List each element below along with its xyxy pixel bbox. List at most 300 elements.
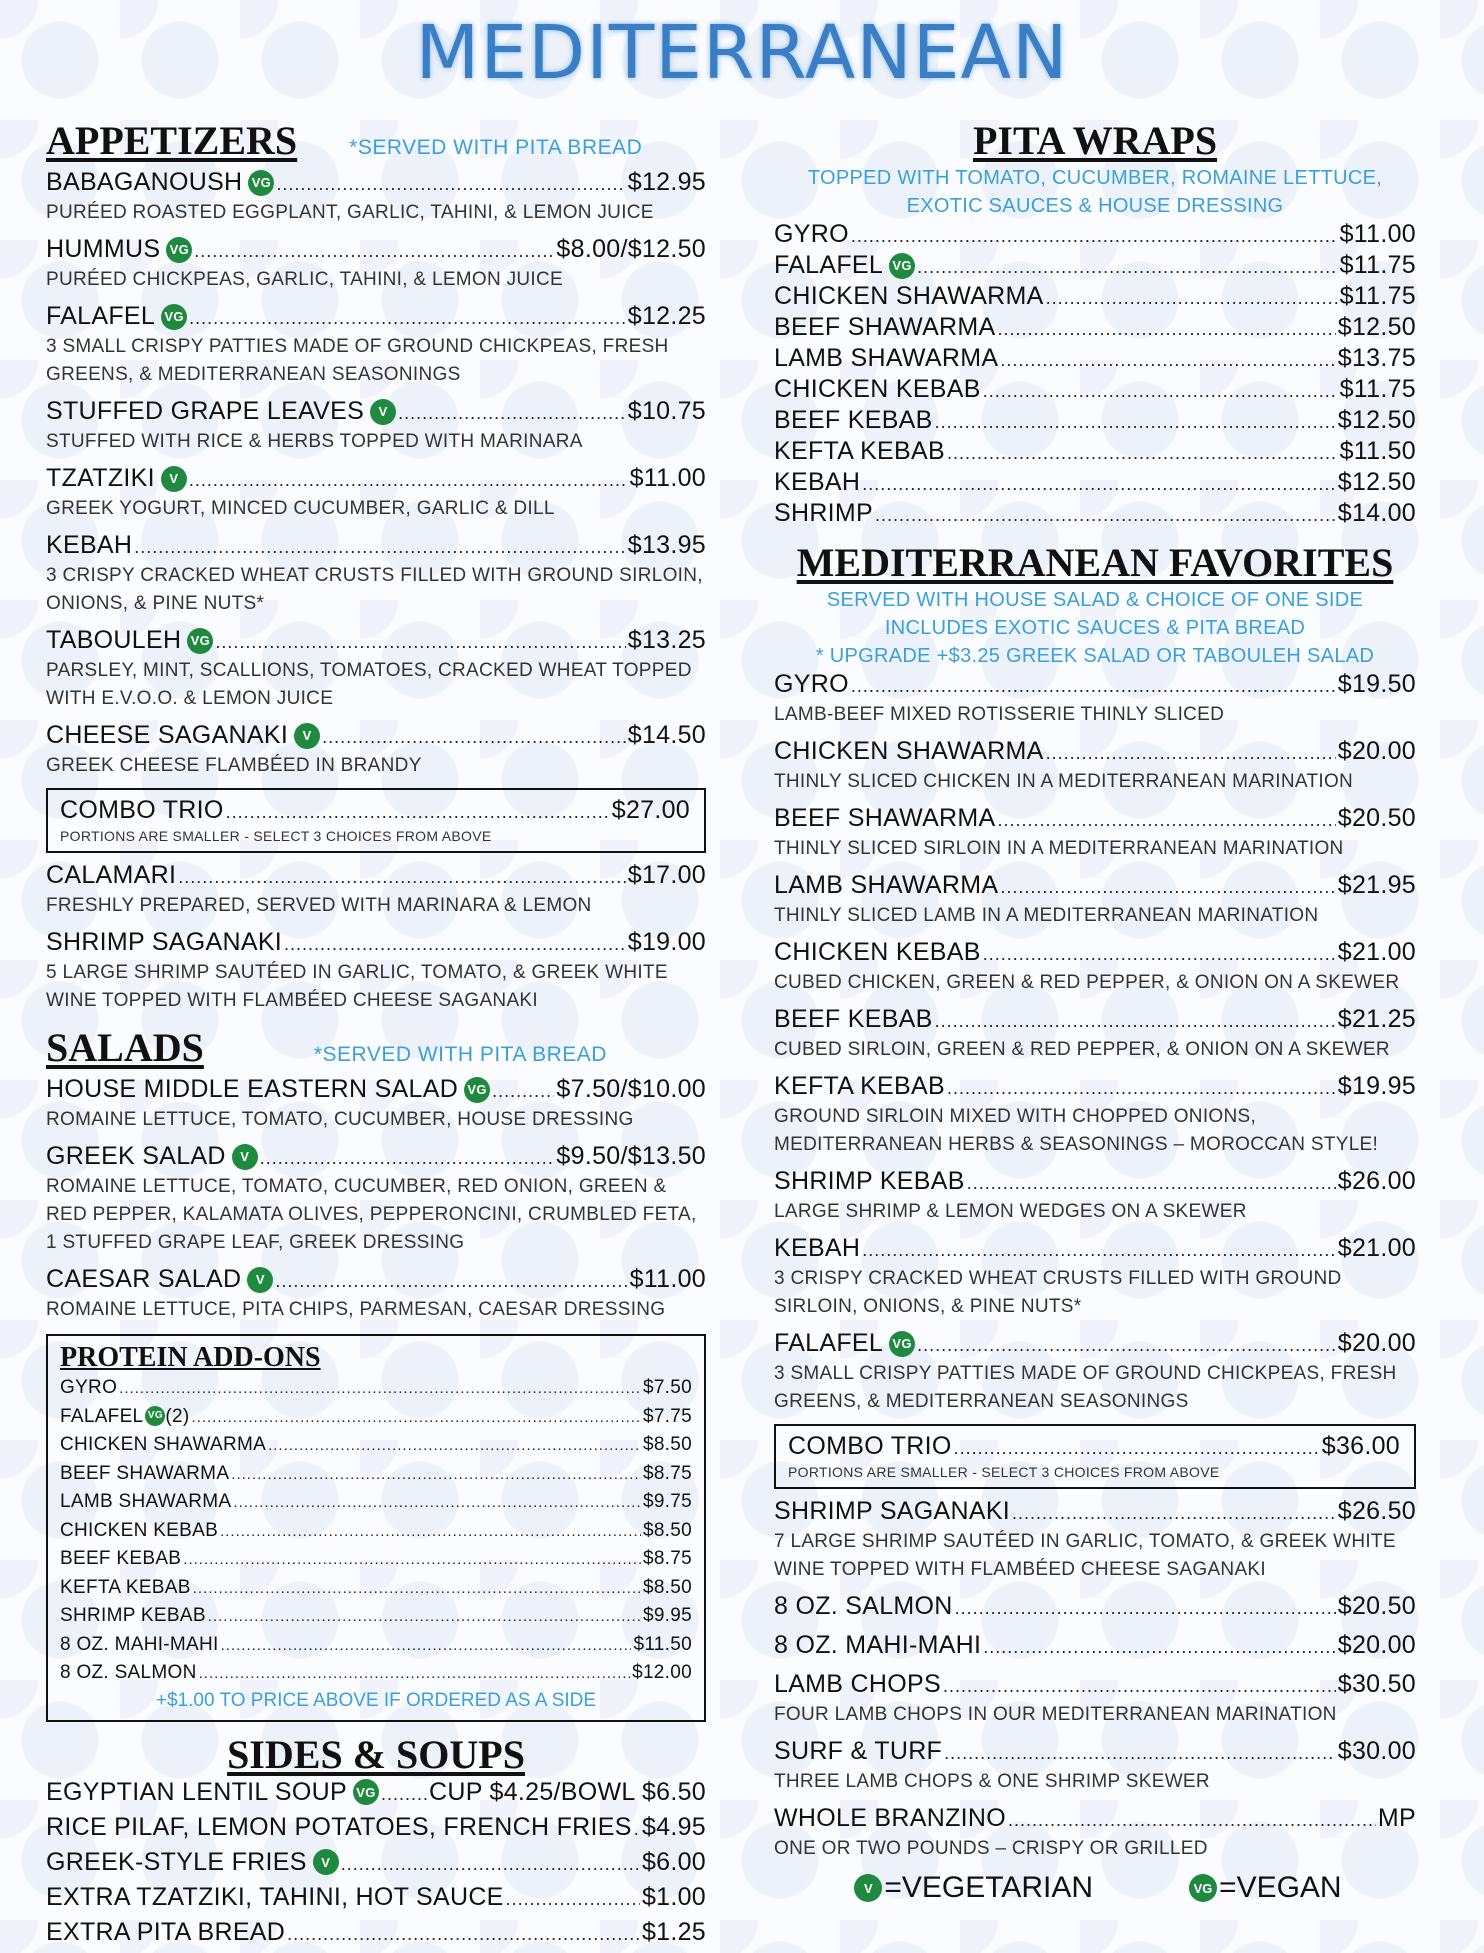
item-price: $26.00: [1337, 1167, 1416, 1195]
item-name: SHRIMP SAGANAKI: [46, 928, 283, 956]
item-name: BEEF SHAWARMA: [774, 804, 996, 832]
item-name: BEEF KEBAB: [774, 1005, 933, 1033]
item-name: CHICKEN KEBAB: [774, 375, 981, 403]
item-price: $12.00: [632, 1662, 692, 1683]
item-description: FOUR LAMB CHOPS IN OUR MEDITERRANEAN MARINATION: [774, 1704, 1337, 1725]
vegetarian-badge-icon: V: [232, 1144, 258, 1170]
leader-dots: [947, 1074, 1336, 1103]
leader-dots: [967, 1169, 1336, 1198]
leader-dots: [192, 1404, 641, 1432]
menu-item: [774, 468, 1416, 499]
item-name-group: [46, 1142, 258, 1171]
item-description: 3 CRISPY CRACKED WHEAT CRUSTS FILLED WITH GROUND SIRLOIN, ONIONS, & PINE NUTS*: [46, 565, 703, 614]
pita-note-2: EXOTIC SAUCES & HOUSE DRESSING: [906, 195, 1284, 217]
item-row: [46, 1778, 706, 1809]
item-name: HOUSE MIDDLE EASTERN SALAD: [46, 1075, 459, 1103]
item-price: $12.25: [627, 302, 706, 330]
item-price: $8.50: [642, 1519, 692, 1541]
protein-item: [60, 1460, 692, 1489]
item-name-group: [46, 1265, 273, 1294]
leader-dots: [134, 533, 625, 562]
favorites-header: [774, 540, 1416, 586]
item-description: LARGE SHRIMP & LEMON WEDGES ON A SKEWER: [774, 1201, 1247, 1222]
pita-note-1: TOPPED WITH TOMATO, CUCUMBER, ROMAINE LETTUCE,: [807, 167, 1383, 189]
item-row: [46, 397, 706, 428]
item-name: FALAFEL: [774, 1329, 884, 1357]
item-name: CHICKEN KEBAB: [60, 1519, 219, 1541]
item-name-group: [60, 1460, 229, 1488]
item-row: [60, 1403, 692, 1432]
item-name: LAMB SHAWARMA: [774, 871, 999, 899]
leader-dots: [341, 1850, 640, 1879]
appetizers-list: [46, 168, 706, 780]
item-row: [774, 468, 1416, 499]
item-price: CUP $4.25/BOWL $6.50: [429, 1777, 706, 1806]
item-name-group: [60, 1574, 191, 1602]
item-name: GREEK SALAD: [46, 1142, 226, 1170]
item-row: [60, 1545, 692, 1574]
item-name: SHRIMP KEBAB: [60, 1605, 206, 1626]
item-name: GYRO: [774, 670, 849, 698]
item-name: BABAGANOUSH: [46, 168, 243, 196]
item-price: $8.00/$12.50: [556, 235, 706, 263]
protein-item: [60, 1631, 692, 1660]
item-name-group: [774, 406, 933, 435]
item-row: [774, 1631, 1416, 1662]
item-name-group: [60, 1545, 181, 1573]
item-price: $11.75: [1339, 375, 1416, 403]
item-price: $20.00: [1337, 737, 1416, 765]
leader-dots: [998, 806, 1336, 835]
menu-item: [46, 464, 706, 523]
legend-vegetarian-label: =VEGETARIAN: [884, 1871, 1094, 1904]
leader-dots: [1000, 346, 1335, 375]
item-price: $9.95: [642, 1605, 692, 1626]
item-name-group: [46, 861, 176, 890]
item-name: KEBAH: [774, 1234, 861, 1262]
menu-item: [774, 1234, 1416, 1321]
item-price: $20.50: [1337, 804, 1416, 832]
item-name: FALAFEL: [774, 251, 884, 279]
sides-header: [46, 1732, 706, 1778]
item-price: $11.50: [633, 1633, 692, 1655]
leader-dots: [983, 377, 1338, 406]
item-name-group: [60, 1631, 219, 1659]
item-name: CALAMARI: [46, 861, 177, 889]
item-name-group: [46, 1075, 490, 1104]
leader-dots: [215, 628, 625, 657]
leader-dots: [983, 940, 1336, 969]
item-name: KEBAH: [774, 468, 861, 496]
item-name-group: [46, 1813, 632, 1842]
item-row: [46, 1265, 706, 1296]
item-row: [774, 282, 1416, 313]
item-name-group: [46, 928, 282, 957]
vegan-badge-icon: VG: [464, 1077, 490, 1103]
leader-dots: [231, 1461, 641, 1489]
item-name: EGYPTIAN LENTIL SOUP: [46, 1777, 347, 1806]
leader-dots: [189, 466, 628, 495]
leader-dots: [1000, 873, 1335, 902]
item-price: $17.00: [627, 861, 706, 889]
protein-item: [60, 1431, 692, 1460]
item-description: 7 LARGE SHRIMP SAUTÉED IN GARLIC, TOMATO, & GREEK WHITE WINE TOPPED WITH FLAMBÉED CHEESE SAGANAKI: [774, 1531, 1396, 1580]
item-name: TZATZIKI: [46, 464, 155, 492]
favorites-note-3: * UPGRADE +$3.25 GREEK SALAD OR TABOULEH SALAD: [815, 645, 1375, 667]
item-name-group: [774, 1329, 915, 1358]
item-name: WHOLE BRANZINO: [774, 1804, 1006, 1832]
item-description: CUBED SIRLOIN, GREEN & RED PEPPER, & ONION ON A SKEWER: [774, 1039, 1390, 1060]
menu-item: [774, 670, 1416, 729]
item-name-group: [774, 313, 996, 342]
item-price: $30.50: [1337, 1670, 1416, 1698]
item-price: $19.95: [1337, 1072, 1416, 1100]
leader-dots: [381, 1780, 427, 1809]
item-price: $19.50: [1337, 670, 1416, 698]
item-description: GREEK YOGURT, MINCED CUCUMBER, GARLIC & DILL: [46, 498, 555, 519]
item-name-group: [774, 1804, 1006, 1833]
item-row: [774, 437, 1416, 468]
leader-dots: [943, 1672, 1336, 1701]
menu-item: [46, 721, 706, 780]
leader-dots: [199, 1660, 630, 1688]
menu-item: [46, 168, 706, 227]
item-price: $30.00: [1337, 1737, 1416, 1765]
item-name-group: [46, 531, 132, 560]
menu-item: [774, 1592, 1416, 1623]
protein-list: [60, 1374, 692, 1688]
item-price: $21.25: [1337, 1005, 1416, 1033]
item-description: ROMAINE LETTUCE, TOMATO, CUCUMBER, RED ONION, GREEN & RED PEPPER, KALAMATA OLIVES, PEPPERONCINI, CRUMBLED FETA, 1 STUFFED GRAPE LEAF, GREEK DRESSING: [46, 1176, 697, 1253]
menu-item: [46, 302, 706, 389]
item-row: [774, 344, 1416, 375]
menu-item: [774, 1167, 1416, 1226]
menu-item: [774, 437, 1416, 468]
item-row: [46, 1142, 706, 1173]
item-row: [46, 1883, 706, 1914]
item-row: [774, 670, 1416, 701]
item-row: [774, 804, 1416, 835]
item-price: $13.25: [627, 626, 706, 654]
protein-item: [60, 1602, 692, 1631]
vegetarian-badge-icon: V: [294, 723, 320, 749]
item-name-group: [774, 1167, 965, 1196]
item-row: [46, 861, 706, 892]
leader-dots: [875, 501, 1336, 530]
item-description: PURÉED ROASTED EGGPLANT, GARLIC, TAHINI, & LEMON JUICE: [46, 202, 654, 223]
item-row: [60, 1460, 692, 1489]
menu-item: [774, 313, 1416, 344]
item-price: $1.25: [641, 1917, 706, 1946]
item-price: $8.75: [642, 1462, 692, 1484]
item-name-group: [46, 302, 187, 331]
item-description: 3 SMALL CRISPY PATTIES MADE OF GROUND CHICKPEAS, FRESH GREENS, & MEDITERRANEAN SEASONINGS: [46, 336, 669, 385]
item-description: ONE OR TWO POUNDS – CRISPY OR GRILLED: [774, 1838, 1208, 1859]
vegan-badge-icon: VG: [889, 253, 915, 279]
item-row: [60, 1659, 692, 1688]
combo-note: PORTIONS ARE SMALLER - SELECT 3 CHOICES FROM ABOVE: [788, 1464, 1220, 1480]
item-name-group: [46, 464, 187, 493]
menu-item: [46, 1075, 706, 1134]
item-name-group: [774, 220, 849, 249]
right-column: [774, 118, 1416, 1905]
item-name-group: [774, 938, 981, 967]
item-row: [774, 1005, 1416, 1036]
item-name-group: [46, 1883, 504, 1912]
item-name-group: [46, 1778, 379, 1807]
item-name: CHICKEN SHAWARMA: [60, 1434, 267, 1455]
item-row: [774, 1670, 1416, 1701]
item-name-group: [774, 1737, 942, 1766]
menu-item: [774, 344, 1416, 375]
favorites-list-2: [774, 1497, 1416, 1863]
leader-dots: [322, 723, 626, 752]
leader-dots: [276, 170, 625, 199]
item-row: [774, 1804, 1416, 1835]
item-description: GREEK CHEESE FLAMBÉED IN BRANDY: [46, 755, 422, 776]
item-price: $8.50: [642, 1434, 692, 1455]
menu-item: [774, 804, 1416, 863]
salads-note: *SERVED WITH PITA BREAD: [313, 1043, 607, 1066]
leader-dots: [1008, 1806, 1376, 1835]
leader-dots: [954, 1434, 1320, 1463]
item-price: $14.00: [1337, 499, 1416, 527]
leader-dots: [260, 1144, 555, 1173]
item-name: BEEF SHAWARMA: [60, 1462, 230, 1484]
item-name-group: [774, 282, 1044, 311]
protein-title: PROTEIN ADD-ONS: [60, 1342, 321, 1373]
item-name-group: [46, 168, 274, 197]
item-name: BEEF KEBAB: [60, 1548, 182, 1569]
item-price: $11.00: [629, 1265, 706, 1293]
leader-dots: [1046, 284, 1338, 313]
leader-dots: [284, 930, 626, 959]
item-name: EXTRA TZATZIKI, TAHINI, HOT SAUCE: [46, 1882, 504, 1911]
item-name-group: [60, 1488, 231, 1516]
protein-item: [60, 1488, 692, 1517]
menu-item: [46, 1813, 706, 1844]
item-name: HUMMUS: [46, 235, 161, 263]
item-row: [774, 1737, 1416, 1768]
combo-note: PORTIONS ARE SMALLER - SELECT 3 CHOICES FROM ABOVE: [60, 828, 492, 844]
item-name-group: [774, 375, 981, 404]
item-description: THINLY SLICED SIRLOIN IN A MEDITERRANEAN MARINATION: [774, 838, 1344, 859]
leader-dots: [983, 1633, 1335, 1662]
item-description: 5 LARGE SHRIMP SAUTÉED IN GARLIC, TOMATO, & GREEK WHITE WINE TOPPED WITH FLAMBÉED CHEESE SAGANAKI: [46, 962, 668, 1011]
menu-item: [46, 1883, 706, 1914]
leader-dots: [221, 1632, 632, 1660]
item-description: LAMB-BEEF MIXED ROTISSERIE THINLY SLICED: [774, 704, 1225, 725]
item-row: [774, 406, 1416, 437]
combo-price: $36.00: [1321, 1432, 1400, 1460]
leader-dots: [862, 1236, 1335, 1265]
leader-dots: [917, 1331, 1336, 1360]
legend-vegetarian: [848, 1871, 1093, 1905]
item-description: 3 SMALL CRISPY PATTIES MADE OF GROUND CHICKPEAS, FRESH GREENS, & MEDITERRANEAN SEASONINGS: [774, 1363, 1397, 1412]
leader-dots: [178, 863, 626, 892]
vegetarian-badge-icon: V: [247, 1267, 273, 1293]
menu-title: MEDITERRANEAN: [415, 10, 1069, 96]
item-price: $20.00: [1337, 1329, 1416, 1357]
leader-dots: [194, 237, 554, 266]
item-row: [46, 928, 706, 959]
protein-note: +$1.00 TO PRICE ABOVE IF ORDERED AS A SIDE: [155, 1689, 597, 1711]
item-name-group: [774, 1592, 953, 1621]
menu-item: [774, 1670, 1416, 1729]
item-name: GREEK-STYLE FRIES: [46, 1847, 307, 1876]
vegan-badge-icon: VG: [166, 237, 192, 263]
item-price: $21.00: [1337, 1234, 1416, 1262]
item-description: 3 CRISPY CRACKED WHEAT CRUSTS FILLED WITH GROUND SIRLOIN, ONIONS, & PINE NUTS*: [774, 1268, 1342, 1317]
item-row: [774, 938, 1416, 969]
menu-item: [774, 499, 1416, 530]
menu-item: [46, 861, 706, 920]
item-name: KEFTA KEBAB: [774, 437, 945, 465]
item-name: 8 OZ. SALMON: [774, 1592, 953, 1620]
item-price: $12.50: [1337, 406, 1416, 434]
item-row: [774, 499, 1416, 530]
item-row: [46, 721, 706, 752]
leader-dots: [851, 672, 1336, 701]
menu-item: [46, 235, 706, 294]
item-price: $9.75: [642, 1491, 692, 1512]
item-name: LAMB CHOPS: [774, 1670, 941, 1698]
favorites-note-2: INCLUDES EXOTIC SAUCES & PITA BREAD: [884, 617, 1306, 639]
vegetarian-badge-icon: V: [370, 399, 396, 425]
item-name-group: [774, 468, 860, 497]
item-row: [46, 1075, 706, 1106]
item-description: FRESHLY PREPARED, SERVED WITH MARINARA & LEMON: [46, 895, 592, 916]
menu-item: [46, 1265, 706, 1324]
vegan-badge-icon: VG: [889, 1331, 915, 1357]
item-description: THINLY SLICED CHICKEN IN A MEDITERRANEAN MARINATION: [774, 771, 1354, 792]
item-name-group: [774, 1497, 1010, 1526]
item-row: [774, 1234, 1416, 1265]
menu-item: [46, 1142, 706, 1257]
salads-list: [46, 1075, 706, 1324]
leader-dots: [226, 798, 610, 827]
favorites-note-1: SERVED WITH HOUSE SALAD & CHOICE OF ONE SIDE: [826, 589, 1364, 611]
item-name-group: [60, 1659, 197, 1687]
item-name-group: [60, 1431, 266, 1459]
leader-dots: [268, 1432, 641, 1460]
vegan-badge-icon: VG: [353, 1779, 379, 1805]
pita-list: [774, 220, 1416, 530]
favorites-title: MEDITERRANEAN FAVORITES: [796, 540, 1394, 585]
leader-dots: [220, 1518, 641, 1546]
item-name: LAMB SHAWARMA: [774, 344, 999, 372]
item-name: BEEF SHAWARMA: [774, 313, 996, 341]
item-row: [774, 1592, 1416, 1623]
leader-dots: [275, 1267, 627, 1296]
item-name: GYRO: [60, 1377, 118, 1398]
item-row: [46, 464, 706, 495]
item-name-group: [46, 626, 213, 655]
item-price: MP: [1377, 1804, 1416, 1832]
item-name: CHICKEN SHAWARMA: [774, 282, 1044, 310]
item-description: ROMAINE LETTUCE, TOMATO, CUCUMBER, HOUSE DRESSING: [46, 1109, 634, 1130]
item-price: $9.50/$13.50: [556, 1142, 706, 1170]
item-row: [46, 302, 706, 333]
protein-item: [60, 1545, 692, 1574]
leader-dots: [119, 1375, 641, 1403]
item-description: STUFFED WITH RICE & HERBS TOPPED WITH MARINARA: [46, 431, 583, 452]
item-row: [60, 1431, 692, 1460]
item-row: [60, 1488, 692, 1517]
item-price: $26.50: [1337, 1497, 1416, 1525]
leader-dots: [944, 1739, 1336, 1768]
menu-item: [46, 626, 706, 713]
item-description: CUBED CHICKEN, GREEN & RED PEPPER, & ONION ON A SKEWER: [774, 972, 1400, 993]
item-row: [774, 1072, 1416, 1103]
item-name-group: [46, 235, 192, 264]
item-name: FALAFEL: [46, 302, 156, 330]
menu-item: [774, 737, 1416, 796]
item-row: [46, 1848, 706, 1879]
favorites-list: [774, 670, 1416, 1416]
legend-vegan-label: =VEGAN: [1219, 1871, 1342, 1904]
appetizer-combo-box: [46, 788, 706, 853]
item-price: $21.00: [1337, 938, 1416, 966]
leader-dots: [851, 222, 1338, 251]
menu-item: [46, 1848, 706, 1879]
menu-item: [774, 1005, 1416, 1064]
combo-name: COMBO TRIO: [60, 796, 224, 824]
leader-dots: [1012, 1499, 1336, 1528]
menu-item: [774, 1072, 1416, 1159]
menu-item: [46, 1778, 706, 1809]
item-price: $20.00: [1337, 1631, 1416, 1659]
protein-item: [60, 1403, 692, 1432]
leader-dots: [189, 304, 626, 333]
item-price: $13.95: [627, 531, 706, 559]
item-price: $11.75: [1339, 251, 1416, 279]
item-row: [774, 1167, 1416, 1198]
item-row: [774, 1497, 1416, 1528]
favorites-combo-box: [774, 1424, 1416, 1489]
item-price: $12.50: [1337, 468, 1416, 496]
leader-dots: [935, 1007, 1336, 1036]
item-price: $12.50: [1337, 313, 1416, 341]
item-description: PURÉED CHICKPEAS, GARLIC, TAHINI, & LEMON JUICE: [46, 269, 563, 290]
item-name-group: [774, 737, 1044, 766]
item-name: STUFFED GRAPE LEAVES: [46, 397, 365, 425]
item-name-group: [60, 1374, 117, 1402]
vegetarian-badge-icon: V: [313, 1849, 339, 1875]
item-name: TABOULEH: [46, 626, 182, 654]
leader-dots: [208, 1603, 641, 1631]
menu-item: [774, 282, 1416, 313]
salads-title: SALADS: [46, 1025, 204, 1070]
vegan-badge-icon: VG: [1189, 1874, 1217, 1902]
item-name: SURF & TURF: [774, 1737, 943, 1765]
item-description: PARSLEY, MINT, SCALLIONS, TOMATOES, CRACKED WHEAT TOPPED WITH E.V.O.O. & LEMON JUICE: [46, 660, 692, 709]
leader-dots: [233, 1489, 641, 1517]
item-name: RICE PILAF, LEMON POTATOES, FRENCH FRIES: [46, 1812, 632, 1841]
leader-dots: [398, 399, 626, 428]
leader-dots: [947, 439, 1338, 468]
vegetarian-badge-icon: V: [854, 1874, 882, 1902]
pita-title: PITA WRAPS: [972, 118, 1218, 163]
item-name-group: [774, 1005, 933, 1034]
item-name-group: [46, 1848, 339, 1877]
item-price: $11.00: [1339, 220, 1416, 248]
item-name-group: [774, 1631, 981, 1660]
item-name: EXTRA PITA BREAD: [46, 1917, 286, 1946]
item-row: [46, 1918, 706, 1949]
item-name-group: [774, 499, 873, 528]
menu-item: [46, 928, 706, 1015]
